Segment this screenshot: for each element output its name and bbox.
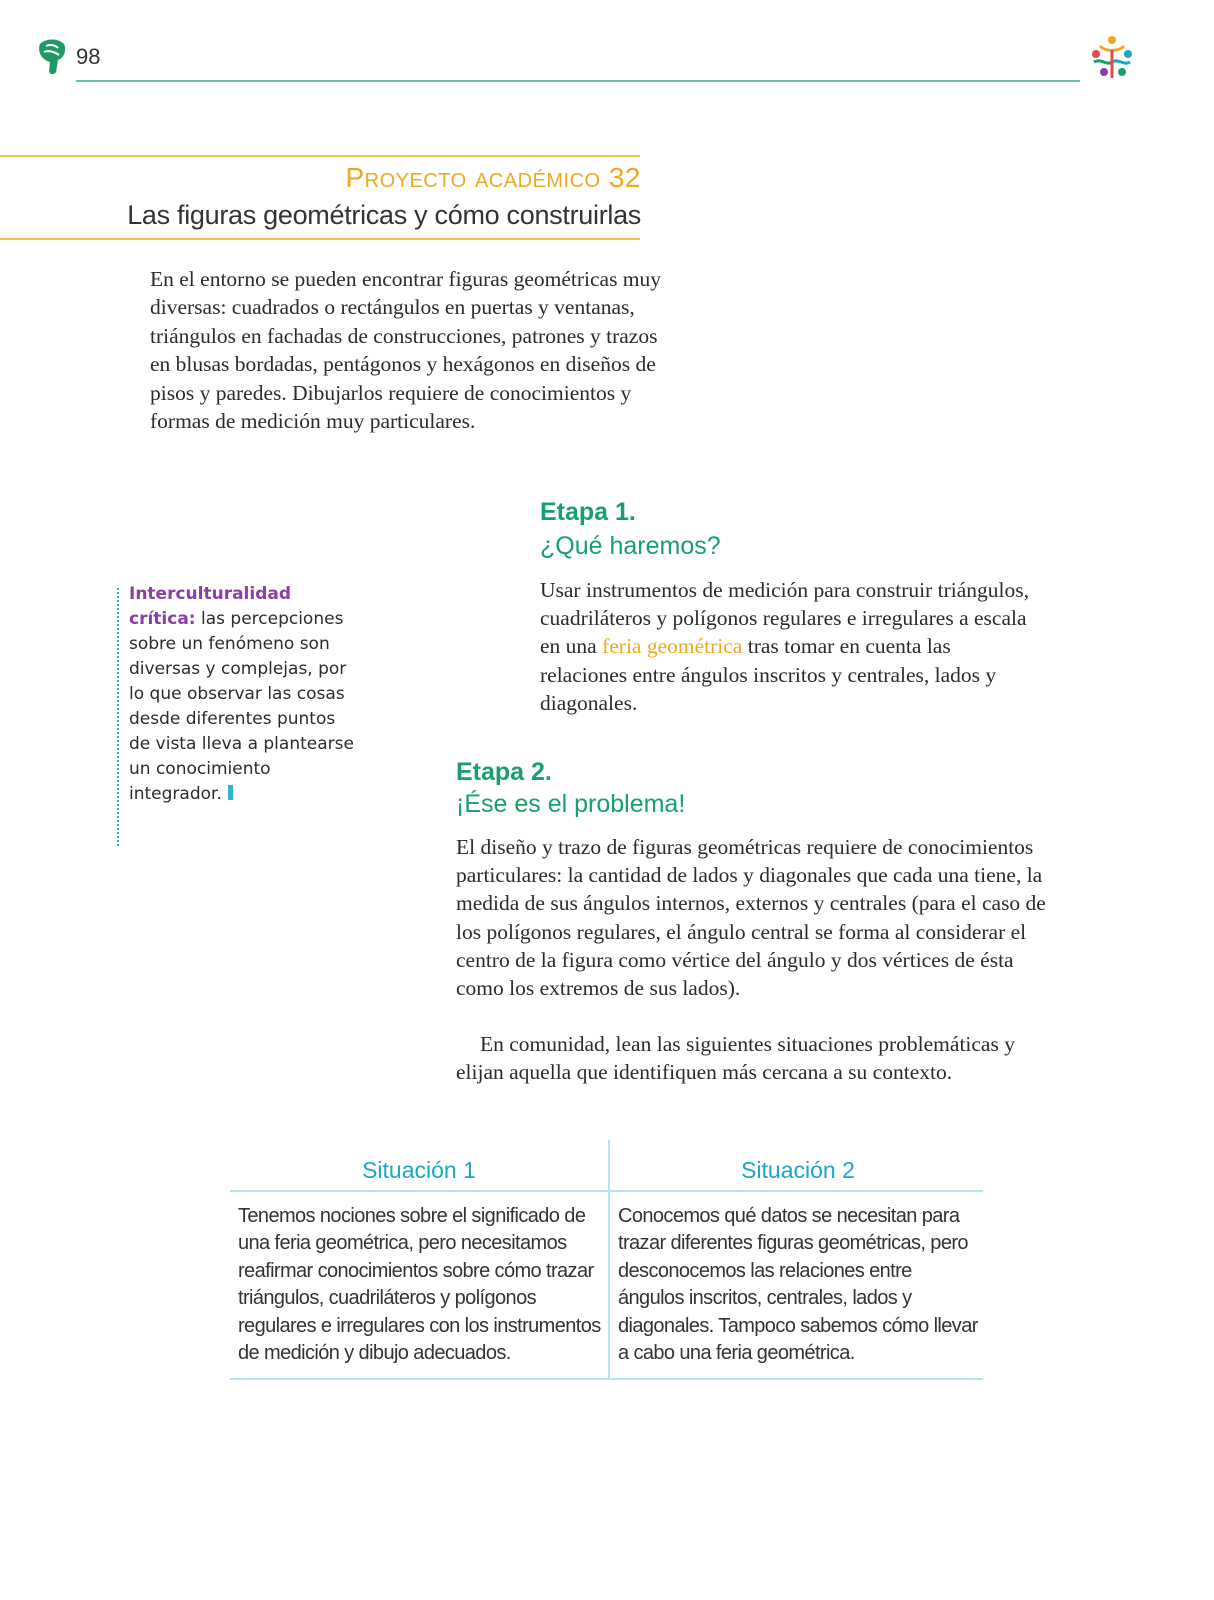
table-bottom-rule	[230, 1378, 983, 1380]
etapa2-heading: Etapa 2.	[456, 758, 552, 786]
etapa2-body: El diseño y trazo de figuras geométricas requiere de conocimientos particulares: la cantidad de lados y diagonales que cada una tiene, la medida de sus ángulos internos, externos y centrales (para el caso de los polígonos regulares, el ángulo central se forma al considerar el centro de la figura como vértice del ángulo y dos vértices de ésta como los extremos de sus lados).	[456, 835, 1046, 1001]
feria-geometrica-highlight: feria geométrica	[602, 634, 743, 659]
etapa1-subtitle: ¿Qué haremos?	[540, 532, 721, 560]
title-rule-bottom	[0, 238, 640, 240]
project-label: Proyecto académico 32	[345, 162, 641, 193]
etapa1-body-start: Usar instrumentos de medición para construir triángulos, cuadriláteros y polígonos regulares e irregulares a escala en una	[540, 578, 1030, 659]
etapa1-body	[540, 576, 1030, 717]
end-mark-icon	[228, 785, 233, 800]
etapa2-instruction: En comunidad, lean las siguientes situaciones problemáticas y elijan aquella que identifiquen más cercana a su contexto.	[456, 1032, 1015, 1085]
etapa1-body-end: tras tomar en cuenta las relaciones entre ángulos inscritos y centrales, lados y diagonales.	[540, 634, 997, 715]
situation-2-title: Situación 2	[741, 1157, 855, 1183]
etapa2-subtitle: ¡Ése es el problema!	[456, 790, 686, 818]
situation-1-title: Situación 1	[362, 1157, 476, 1183]
situation-2-text: Conocemos qué datos se necesitan para trazar diferentes figuras geométricas, pero desconocemos las relaciones entre ángulos inscritos, centrales, lados y diagonales. Tampoco sabemos cómo llevar a cabo una feria geométrica.	[618, 1205, 978, 1365]
community-logo-icon	[1086, 32, 1138, 84]
leaf-icon	[36, 38, 68, 76]
interculturalidad-note	[129, 582, 359, 807]
situation-1-text: Tenemos nociones sobre el significado de una feria geométrica, pero necesitamos reafirmar conocimientos sobre cómo trazar triángulos, cuadriláteros y polígonos regulares e irregulares con los instrumentos de medición y dibujo adecuados.	[238, 1205, 601, 1365]
intro-paragraph: En el entorno se pueden encontrar figuras geométricas muy diversas: cuadrados o rectángulos en puertas y ventanas, triángulos en fachadas de construcciones, patrones y trazos en blusas bordadas, pentágonos y hexágonos en diseños de pisos y paredes. Dibujarlos requiere de conocimientos y formas de medición muy particulares.	[150, 267, 662, 434]
project-title: Las figuras geométricas y cómo construirlas	[127, 200, 641, 230]
sidebar-text: las percepciones sobre un fenómeno son diversas y complejas, por lo que observar las cosas desde diferentes puntos de vista lleva a plantearse un conocimiento integrador.	[129, 609, 354, 804]
etapa1-heading: Etapa 1.	[540, 498, 636, 526]
sidebar-dotted-rule	[117, 588, 119, 846]
page-number: 98	[76, 44, 101, 69]
title-rule-top	[0, 155, 640, 157]
sidebar-title: Interculturalidad crítica:	[129, 584, 292, 629]
header-divider	[76, 80, 1080, 82]
table-header-rule	[230, 1190, 983, 1192]
